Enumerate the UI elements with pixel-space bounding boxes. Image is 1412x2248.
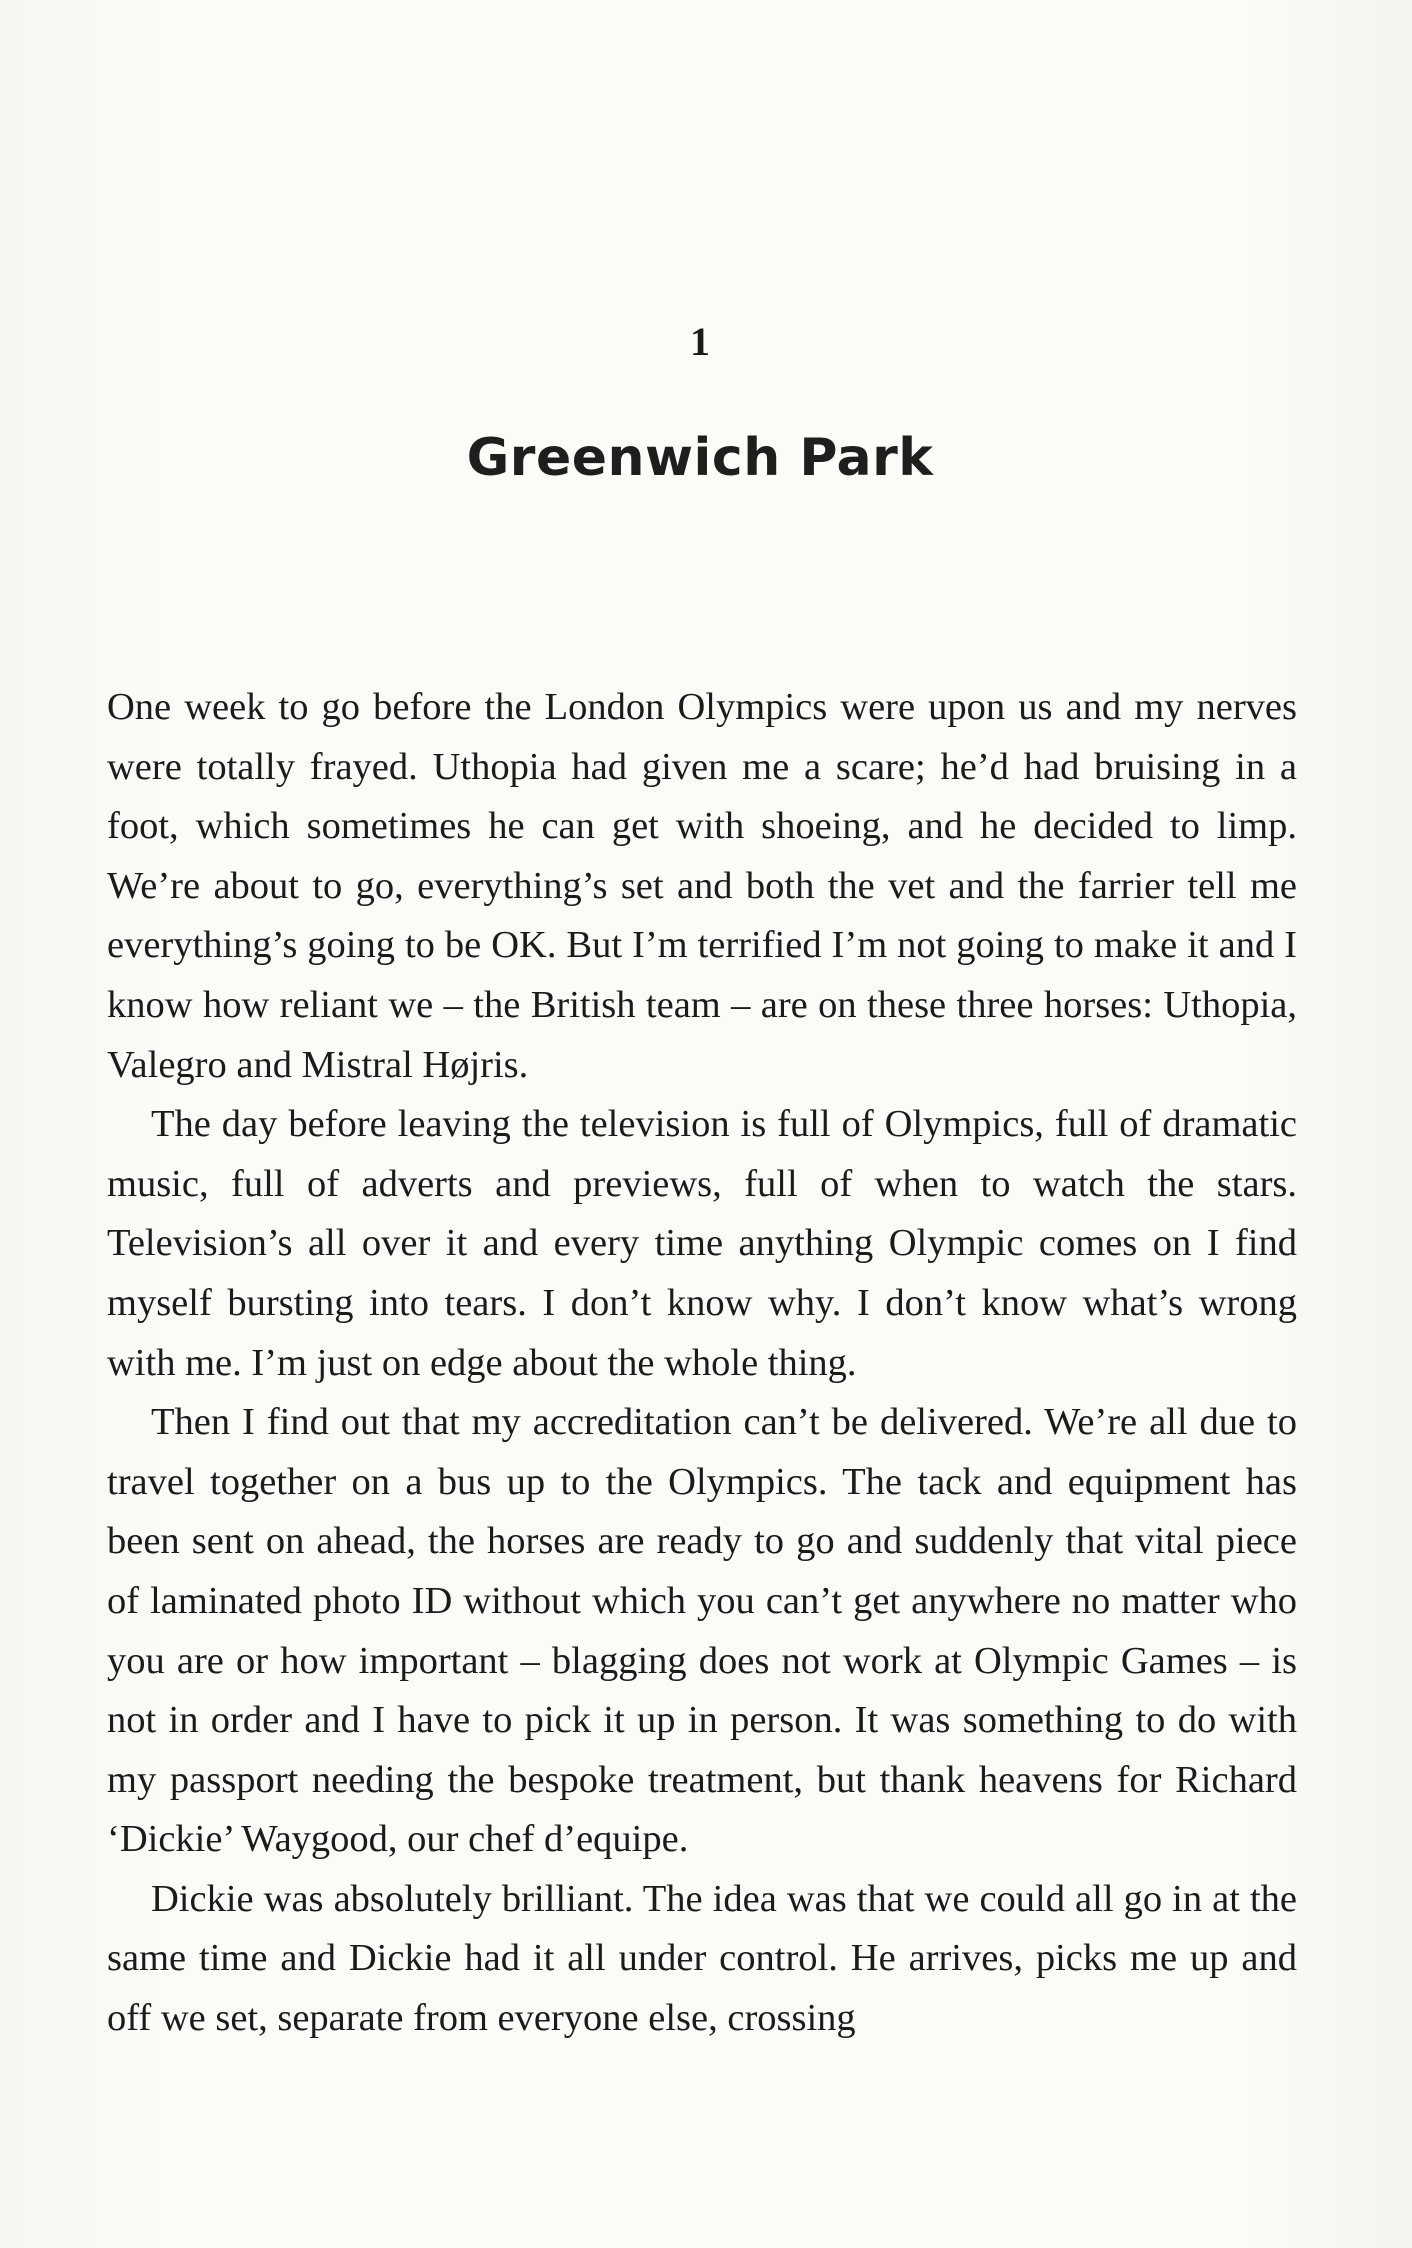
paragraph-2: The day before leaving the television is full of Olympics, full of dramatic music, full of adverts and previews, full of when to watch the stars. Television’s all over it and every time anything Olympic comes on I find myself bursting into tears. I don’t know why. I don’t know what’s wrong with me. I’m just on edge about the whole thing.: [107, 1103, 1297, 1384]
paragraph-1: One week to go before the London Olympics were upon us and my nerves were totally frayed. Uthopia had given me a scare; he’d had bruising in a foot, which sometimes he can get with shoeing, and he decided to limp. We’re about to go, everything’s set and both the vet and the farrier tell me everything’s going to be OK. But I’m terrified I’m not going to make it and I know how reliant we – the British team – are on these three horses: Uthopia, Valegro and Mistral Højris.: [107, 686, 1297, 1086]
chapter-body: [107, 678, 1297, 2049]
chapter-title: Greenwich Park: [466, 428, 934, 488]
chapter-number: 1: [690, 319, 710, 364]
paragraph-4: Dickie was absolutely brilliant. The idea was that we could all go in at the same time and Dickie had it all under control. He arrives, picks me up and off we set, separate from everyone else, crossing: [107, 1877, 1297, 2040]
paragraph-3: Then I find out that my accreditation can’t be delivered. We’re all due to travel together on a bus up to the Olympics. The tack and equipment has been sent on ahead, the horses are ready to go and suddenly that vital piece of laminated photo ID without which you can’t get anywhere no matter who you are or how important – blagging does not work at Olympic Games – is not in order and I have to pick it up in person. It was something to do with my passport needing the bespoke treatment, but thank heavens for Richard ‘Dickie’ Waygood, our chef d’equipe.: [107, 1401, 1297, 1861]
